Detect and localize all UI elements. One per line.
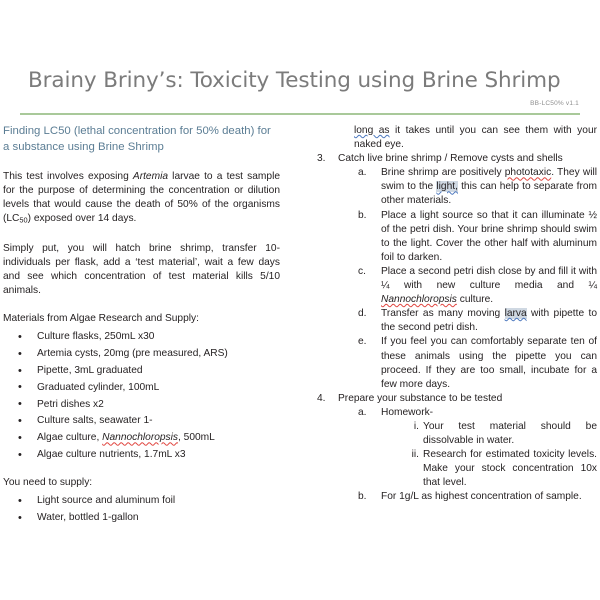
sub-item-seg: Brine shrimp are positively	[381, 167, 505, 179]
sub-item-seg: culture.	[456, 294, 494, 306]
item-marker: ii.	[411, 449, 419, 461]
intro-part-2: larvae to a test sample for the purpose of determining the concentration or dilution levels that would cause the death of 50% of the organisms (LC	[3, 171, 280, 225]
intro-part-1: This test involves exposing	[3, 171, 133, 182]
material-label-pre: Algae culture,	[37, 432, 103, 444]
continuation-rest: it takes until you can see them with your naked eye.	[354, 125, 598, 151]
numbered-item-4	[311, 392, 597, 406]
item-marker: a.	[358, 167, 367, 179]
list-item	[3, 431, 280, 445]
page-title: Brainy Briny’s: Toxicity Testing using Brine Shrimp	[28, 68, 561, 93]
item-marker: b.	[358, 491, 367, 503]
section-subtitle: Finding LC50 (lethal concentration for 50% death) for a substance using Brine Shrimp	[3, 125, 271, 153]
material-label: Culture flasks, 250mL x30	[37, 331, 155, 343]
sub-item-seg: this can help to separate from other materials.	[381, 181, 597, 207]
right-column	[311, 124, 597, 505]
long-as-grammar-flag: long as	[354, 125, 390, 136]
sub-item-4b	[311, 490, 597, 504]
material-label-post: , 500mL	[178, 432, 215, 444]
item-marker: a.	[358, 406, 367, 418]
list-item	[3, 381, 280, 395]
lc50-subscript: 50	[19, 215, 28, 225]
sub-item-seg: with pipette to the second petri dish.	[381, 308, 597, 334]
supply-heading: You need to supply:	[3, 477, 93, 489]
material-label: Graduated cylinder, 100mL	[37, 381, 160, 393]
numbered-item-3	[311, 152, 597, 166]
supply-list	[3, 494, 280, 525]
phototaxic-misspelling: phototaxic	[504, 167, 552, 179]
intro-paragraph	[3, 170, 280, 228]
list-item	[3, 494, 280, 508]
sub-item-seg: Place a second petri dish close by and fill it with ¼ with new culture media and ¼	[381, 265, 597, 292]
item-marker: i.	[413, 420, 419, 432]
left-column	[3, 124, 280, 539]
supply-label: Water, bottled 1-gallon	[37, 512, 139, 524]
list-item	[3, 347, 280, 361]
sub-item-seg: . They will swim to the	[381, 167, 598, 193]
sub-item-seg: Transfer as many moving	[381, 308, 505, 320]
sub-item-seg: Homework-	[381, 406, 434, 418]
material-label: Petri dishes x2	[37, 398, 104, 410]
material-label: Culture salts, seawater 1-	[37, 415, 153, 427]
item-marker: 4.	[317, 392, 326, 404]
nannochloropsis-misspelling: Nannochloropsis	[381, 294, 457, 306]
light-grammar-flag: light,	[436, 181, 458, 193]
list-item	[3, 511, 280, 525]
sub-item-4a	[311, 406, 597, 420]
list-item	[3, 398, 280, 412]
supply-label: Light source and aluminum foil	[37, 495, 176, 507]
sub-sub-item-text: Your test material should be dissolvable in water.	[423, 420, 597, 447]
sub-item-3a	[311, 166, 597, 208]
sub-item-seg: Place a light source so that it can illuminate ½ of the petri dish. Your brine shrimp should swim to the light. Cover the other half with aluminum foil to darken.	[381, 209, 597, 263]
item-marker: e.	[358, 336, 367, 348]
sub-item-3c	[311, 265, 597, 307]
item-marker: d.	[358, 308, 367, 320]
summary-paragraph: Simply put, you will hatch brine shrimp, transfer 10-individuals per flask, add a ‘test material’, wait a few days and see which concentration of test material kills 5/10 animals.	[3, 243, 280, 297]
sub-item-3d	[311, 307, 597, 335]
item-text: Catch live brine shrimp / Remove cysts and shells	[338, 153, 563, 165]
continuation-line	[311, 124, 597, 152]
sub-sub-item-4ai	[311, 420, 597, 448]
intro-part-3: ) exposed over 14 days.	[27, 213, 137, 225]
document-version-tag: BB-LC50% v1.1	[530, 100, 579, 107]
document-header	[0, 68, 600, 120]
item-marker: b.	[358, 209, 367, 221]
materials-list	[3, 330, 280, 462]
material-label: Artemia cysts, 20mg (pre measured, ARS)	[37, 348, 228, 360]
material-label: Pipette, 3mL graduated	[37, 365, 143, 377]
sub-item-3b	[311, 209, 597, 265]
title-divider	[20, 113, 580, 115]
sub-item-seg: If you feel you can comfortably separate ten of these animals using the pipette you can proceed. If they are too small, incubate for a few more days.	[381, 336, 597, 390]
materials-heading: Materials from Algae Research and Supply:	[3, 313, 199, 325]
sub-sub-item-4aii	[311, 448, 597, 490]
list-item	[3, 448, 280, 462]
list-item	[3, 330, 280, 344]
item-marker: 3.	[317, 153, 326, 165]
sub-sub-item-text: Research for estimated toxicity levels. Make your stock concentration 10x that level.	[423, 449, 597, 489]
list-item	[3, 414, 280, 428]
sub-item-3e	[311, 335, 597, 391]
sub-item-seg: For 1g/L as highest concentration of sample.	[381, 491, 582, 503]
larva-grammar-flag: larva	[504, 308, 527, 320]
material-label: Algae culture nutrients, 1.7mL x3	[37, 449, 186, 461]
nannochloropsis-misspelling: Nannochloropsis	[102, 432, 179, 444]
list-item	[3, 364, 280, 378]
artemia-italic: Artemia	[132, 171, 169, 182]
item-marker: c.	[358, 265, 366, 277]
item-text: Prepare your substance to be tested	[338, 392, 503, 404]
